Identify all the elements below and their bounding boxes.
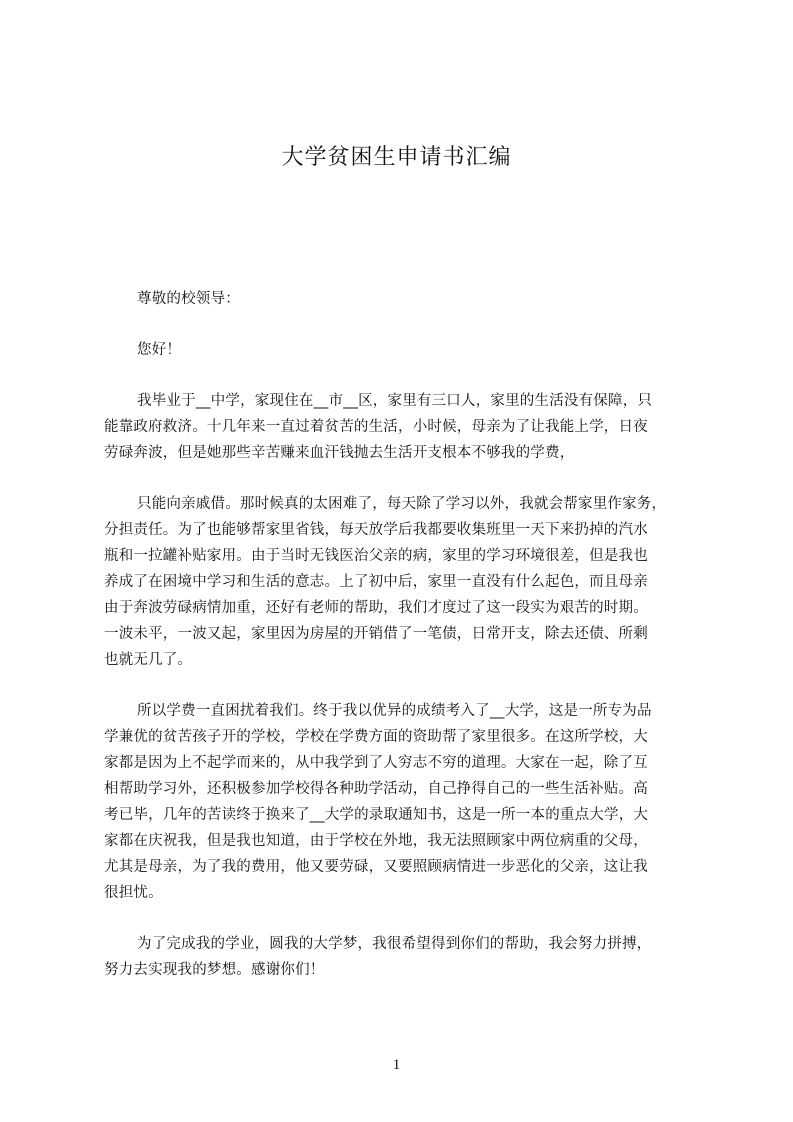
paragraph-line: 由于奔波劳碌病情加重，还好有老师的帮助，我们才度过了这一段实为艰苦的时期。 [104, 600, 648, 616]
paragraph-line: 只能向亲戚借。那时候真的太困难了，每天除了学习以外，我就会帮家里作家务， [137, 496, 667, 512]
paragraph-line: 也就无几了。 [104, 652, 193, 668]
paragraph-line: 学兼优的贫苦孩子开的学校，学校在学费方面的资助帮了家里很多。在这所学校，大 [104, 729, 648, 745]
paragraph-line: 家都在庆祝我，但是我也知道，由于学校在外地，我无法照顾家中两位病重的父母， [104, 833, 648, 849]
paragraph-line: 我毕业于__中学，家现住在__市__区，家里有三口人，家里的生活没有保障，只 [137, 393, 653, 409]
paragraph-gap [104, 673, 699, 698]
paragraph-gap [104, 363, 699, 388]
paragraph-line: 很担忧。 [104, 885, 163, 901]
paragraph-line: 相帮助学习外，还积极参加学校得各种助学活动，自己挣得自己的一些生活补贴。高 [104, 781, 648, 797]
document-body [104, 286, 699, 983]
paragraph-line: 考已毕，几年的苦读终于换来了__大学的录取通知书，这是一所一本的重点大学，大 [104, 807, 649, 823]
paragraph-line: 分担责任。为了也能够帮家里省钱，每天放学后我都要收集班里一天下来扔掉的汽水 [104, 522, 648, 538]
paragraph-line: 劳碌奔波，但是她那些辛苦赚来血汗钱抛去生活开支根本不够我的学费， [104, 445, 575, 461]
paragraph-line: 瓶和一拉罐补贴家用。由于当时无钱医治父亲的病，家里的学习环境很差，但是我也 [104, 548, 648, 564]
paragraph-3 [104, 698, 699, 906]
salutation: 尊敬的校领导： [137, 291, 240, 307]
paragraph-line: 一波未平，一波又起，家里因为房屋的开销借了一笔债，日常开支，除去还债、所剩 [104, 626, 648, 642]
paragraph-line: 所以学费一直困扰着我们。终于我以优异的成绩考入了__大学，这是一所专为品 [137, 703, 652, 719]
paragraph-line: 为了完成我的学业，圆我的大学梦，我很希望得到你们的帮助，我会努力拼搏， [137, 936, 652, 952]
paragraph-gap [104, 312, 699, 337]
document-title: 大学贫困生申请书汇编 [281, 145, 512, 170]
paragraph-1 [104, 388, 699, 466]
paragraph-line: 尤其是母亲，为了我的费用，他又要劳碌，又要照顾病情进一步恶化的父亲，这让我 [104, 859, 648, 875]
paragraph-line: 养成了在困境中学习和生活的意志。上了初中后，家里一直没有什么起色，而且母亲 [104, 574, 648, 590]
paragraph-line: 能靠政府救济。十几年来一直过着贫苦的生活，小时候，母亲为了让我能上学，日夜 [104, 419, 648, 435]
paragraph-line: 努力去实现我的梦想。感谢你们！ [104, 962, 325, 978]
paragraph-gap [104, 466, 699, 491]
paragraph-gap [104, 906, 699, 931]
page-number: 1 [392, 1057, 401, 1073]
paragraph-4 [104, 931, 699, 983]
paragraph-2 [104, 491, 699, 673]
greeting: 您好！ [137, 342, 182, 358]
paragraph-line: 家都是因为上不起学而来的，从中我学到了人穷志不穷的道理。大家在一起，除了互 [104, 755, 648, 771]
